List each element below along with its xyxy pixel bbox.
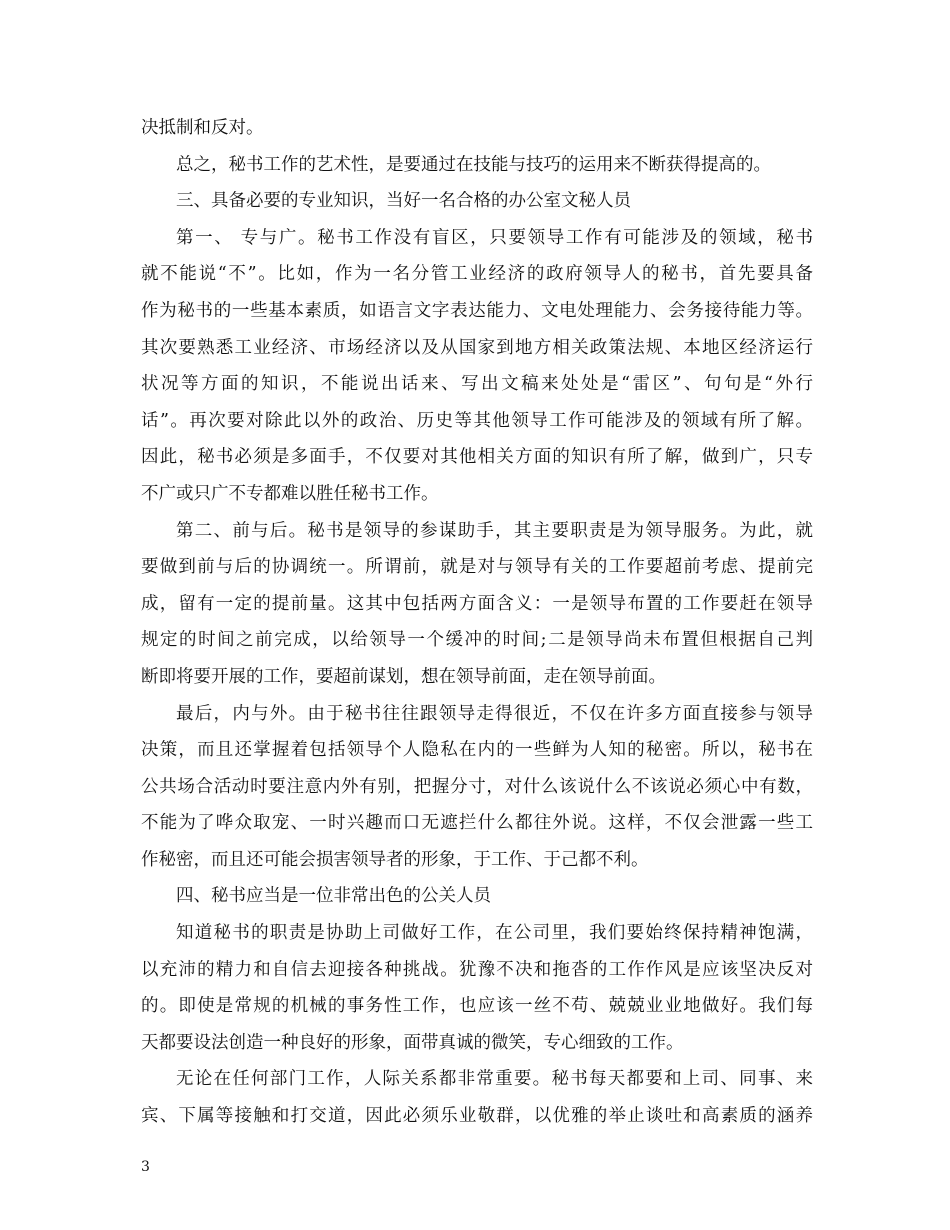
text-line: 作为秘书的一些基本素质，如语言文字表达能力、文电处理能力、会务接待能力等。 [141,300,813,321]
text-line: 天都要设法创造一种良好的形象，面带真诚的微笑，专心细致的工作。 [141,1032,684,1053]
text-line: 四、秘书应当是一位非常出色的公关人员 [176,886,491,907]
text-line: 状况等方面的知识，不能说出话来、写出文稿来处处是“雷区”、句句是“外行 [141,374,813,395]
text-line: 决抵制和反对。 [141,118,264,138]
text-line: 其次要熟悉工业经济、市场经济以及从国家到地方相关政策法规、本地区经济运行 [141,337,813,358]
text-line: 的。即使是常规的机械的事务性工作，也应该一丝不苟、兢兢业业地做好。我们每 [141,996,813,1017]
text-line: 第二、前与后。秘书是领导的参谋助手，其主要职责是为领导服务。为此，就 [176,520,813,541]
text-line: 最后，内与外。由于秘书往往跟领导走得很近，不仅在许多方面直接参与领导 [176,703,813,724]
text-line: 作秘密，而且还可能会损害领导者的形象，于工作、于己都不利。 [141,849,649,870]
body-text [141,110,813,1135]
page-number: 3 [141,1159,150,1175]
text-line: 因此，秘书必须是多面手，不仅要对其他相关方面的知识有所了解，做到广，只专 [141,447,813,468]
text-line: 知道秘书的职责是协助上司做好工作，在公司里，我们要始终保持精神饱满， [176,923,813,944]
text-line: 公共场合活动时要注意内外有别，把握分寸，对什么该说什么不该说必须心中有数， [141,776,813,797]
text-line: 第一、 专与广。秘书工作没有盲区，只要领导工作有可能涉及的领域，秘书 [176,227,813,248]
text-line: 成，留有一定的提前量。这其中包括两方面含义：一是领导布置的工作要赶在领导 [141,593,813,614]
text-line: 决策，而且还掌握着包括领导个人隐私在内的一些鲜为人知的秘密。所以，秘书在 [141,740,813,761]
text-line: 就不能说“不”。比如，作为一名分管工业经济的政府领导人的秘书，首先要具备 [141,264,813,285]
text-line: 断即将要开展的工作，要超前谋划，想在领导前面，走在领导前面。 [141,666,666,687]
text-line: 以充沛的精力和自信去迎接各种挑战。犹豫不决和拖沓的工作作风是应该坚决反对 [141,959,813,980]
text-line: 不能为了哗众取宠、一时兴趣而口无遮拦什么都往外说。这样，不仅会泄露一些工 [141,813,813,834]
text-line: 三、具备必要的专业知识，当好一名合格的办公室文秘人员 [176,191,631,212]
text-line: 宾、下属等接触和打交道，因此必须乐业敬群，以优雅的举止谈吐和高素质的涵养 [141,1106,813,1127]
text-line: 规定的时间之前完成，以给领导一个缓冲的时间;二是领导尚未布置但根据自己判 [141,630,813,651]
text-line: 话”。再次要对除此以外的政治、历史等其他领导工作可能涉及的领域有所了解。 [141,410,813,431]
text-line: 总之，秘书工作的艺术性，是要通过在技能与技巧的运用来不断获得提高的。 [176,154,771,175]
text-line: 无论在任何部门工作，人际关系都非常重要。秘书每天都要和上司、同事、来 [176,1069,813,1090]
text-line: 要做到前与后的协调统一。所谓前，就是对与领导有关的工作要超前考虑、提前完 [141,557,813,578]
text-line: 不广或只广不专都难以胜任秘书工作。 [141,483,439,504]
